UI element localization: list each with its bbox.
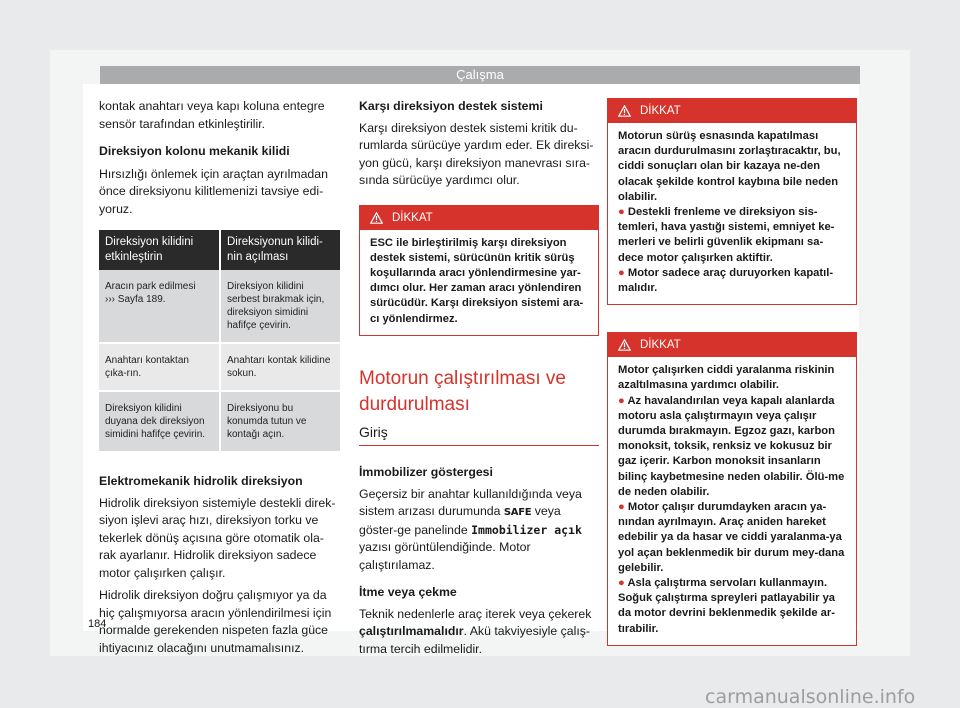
push-text: Teknik nedenlerle araç iterek veya çekerek çalıştırılmamalıdır. Akü takviyesiyle çalış-tırma tercih edilmelidir. xyxy=(359,606,592,656)
lock-text: Hırsızlığı önlemek için araçtan ayrılmadan önce direksiyonu kilitlemenizi tavsiye edi-yoruz. xyxy=(99,166,328,216)
warning-box xyxy=(607,98,857,305)
watermark: carmanualsonline.info xyxy=(705,686,916,708)
table-row xyxy=(99,270,341,343)
column-1 xyxy=(99,98,336,657)
warning-header xyxy=(608,333,856,357)
warning-bullet: ● Az havalandırılan veya kapalı alanlarda motoru asla çalıştırmayın veya çalışır durumda bırakmayın. Egzoz gazı, karbon monoksit, toksik, renksiz ve kokusuz bir gaz içerir. Karbon monoksit insanların bilinç kaybetmesine neden olabilir. Ölü-me de neden olabilir. xyxy=(618,394,845,498)
warning-lead: Motor çalışırken ciddi yaralanma riskinin azaltılmasına yardımcı olabilir. xyxy=(618,364,835,392)
table-cell: Aracın park edilmesi xyxy=(105,281,196,292)
section-title: Motorun çalıştırılması ve durdurulması xyxy=(359,367,566,415)
page-reference-link[interactable]: ››› Sayfa 189. xyxy=(105,294,166,305)
warning-text: ESC ile birleştirilmiş karşı direksiyon destek sistemi, sürücünün kritik sürüş koşullarında aracı yönlendirmesine yar-dımcı olur. Her zaman aracı yönlendiren sürücüdür. Karşı direksiyon sistemi ara-cı yönlendirmez. xyxy=(370,236,584,325)
table-cell: Anahtarı kontaktan çıka-rın. xyxy=(99,343,220,391)
warning-header xyxy=(608,99,856,123)
warning-label: DİKKAT xyxy=(392,211,433,224)
display-text: Immobilizer açık xyxy=(471,522,582,537)
bullet-icon: ● xyxy=(618,206,628,219)
table-cell: Direksiyonu bu konumda tutun ve kontağı açın. xyxy=(220,391,341,452)
warning-bullet: ● Motor çalışır durumdayken aracın ya-nından ayrılmayın. Araç aniden hareket edebilir ya da hasar ve ciddi yaralanma-ya yol açan beklenmedik bir durum mey-dana gelebilir. xyxy=(618,501,845,574)
bullet-icon: ● xyxy=(618,266,628,279)
section-heading-block xyxy=(359,366,599,447)
warning-lead: Motorun sürüş esnasında kapatılması aracın durdurulmasını zorlaştıracaktır, bu, ciddi sonuçları olan bir kazaya ne-den olacak şekilde kontrol kaybına bile neden olabilir. xyxy=(618,130,841,203)
table-row xyxy=(99,391,341,452)
bullet-icon: ● xyxy=(618,577,628,590)
warning-triangle-icon xyxy=(618,339,631,351)
warning-triangle-icon xyxy=(370,212,383,224)
column-2 xyxy=(359,98,599,658)
counter-steer-heading: Karşı direksiyon destek sistemi xyxy=(359,99,543,113)
warning-triangle-icon xyxy=(618,105,631,117)
bullet-icon: ● xyxy=(618,501,628,514)
manual-page xyxy=(83,84,859,656)
warning-box xyxy=(359,205,599,336)
table-cell: Direksiyon kilidini duyana dek direksiyon simidini hafifçe çevirin. xyxy=(99,391,220,452)
lock-heading: Direksiyon kolonu mekanik kilidi xyxy=(99,144,290,158)
warning-box xyxy=(607,332,857,646)
page-number: 184 xyxy=(88,618,107,630)
table-header: Direksiyon kilidini etkinleştirin xyxy=(99,230,220,270)
intro-text: kontak anahtarı veya kapı koluna entegre sensör tarafından etkinleştirilir. xyxy=(99,99,325,131)
immobilizer-heading: İmmobilizer göstergesi xyxy=(359,465,493,480)
warning-bullet: ● Motor sadece araç duruyorken kapatıl-malıdır. xyxy=(618,266,834,295)
counter-steer-text: Karşı direksiyon destek sistemi kritik du-rumlarda sürücüye yardım eder. Ek direksi-yon gücü, karşı direksiyon manevrası sıra-sında sürücüye yardımcı olur. xyxy=(359,120,594,187)
safe-symbol-icon: SAFE xyxy=(503,507,532,519)
table-header: Direksiyonun kilidi-nin açılması xyxy=(220,230,341,270)
section-subtitle: Giriş xyxy=(359,424,599,447)
warning-header xyxy=(360,206,598,230)
hydraulic-text-2: Hidrolik direksiyon doğru çalışmıyor ya da hiç çalışmıyorsa aracın yönlendirilmesi için normalde gerekenden nispeten fazla güce ihtiyacınız olacağını unutmamalısınız. xyxy=(99,588,332,655)
warning-bullet: ● Asla çalıştırma servoları kullanmayın. Soğuk çalıştırma spreyleri patlayabilir ya da motor devrini beklenmedik şekilde ar-tırabilir. xyxy=(618,577,836,635)
bullet-icon: ● xyxy=(618,394,628,407)
push-heading: İtme veya çekme xyxy=(359,585,457,600)
warning-label: DİKKAT xyxy=(640,339,681,352)
table-cell: Anahtarı kontak kilidine sokun. xyxy=(220,343,341,391)
table-row xyxy=(99,343,341,391)
chapter-header: Çalışma xyxy=(100,66,860,84)
immobilizer-text: Geçersiz bir anahtar kullanıldığında veya sistem arızası durumunda SAFE veya göster-ge panelinde Immobilizer açık yazısı görüntülendiğinde. Motor çalıştırılamaz. xyxy=(359,486,582,572)
column-3 xyxy=(607,98,857,646)
table-cell: Direksiyon kilidini serbest bırakmak için, direksiyon simidini hafifçe çevirin. xyxy=(220,270,341,343)
hydraulic-heading: Elektromekanik hidrolik direksiyon xyxy=(99,474,303,488)
warning-label: DİKKAT xyxy=(640,105,681,117)
warning-bullet: ● Destekli frenleme ve direksiyon sis-temleri, hava yastığı sistemi, emniyet ke-merleri ve belirli güvenlik ekipmanı sa-dece motor çalışırken aktiftir. xyxy=(618,206,835,264)
hydraulic-text-1: Hidrolik direksiyon sistemiyle destekli direk-siyon işlevi araç hızı, direksiyon torku ve tekerlek dönüş açısına göre otomatik ola-rak ayarlanır. Hidrolik direksiyon sadece motor çalışırken çalışır. xyxy=(99,495,336,580)
steering-lock-table xyxy=(99,230,342,453)
